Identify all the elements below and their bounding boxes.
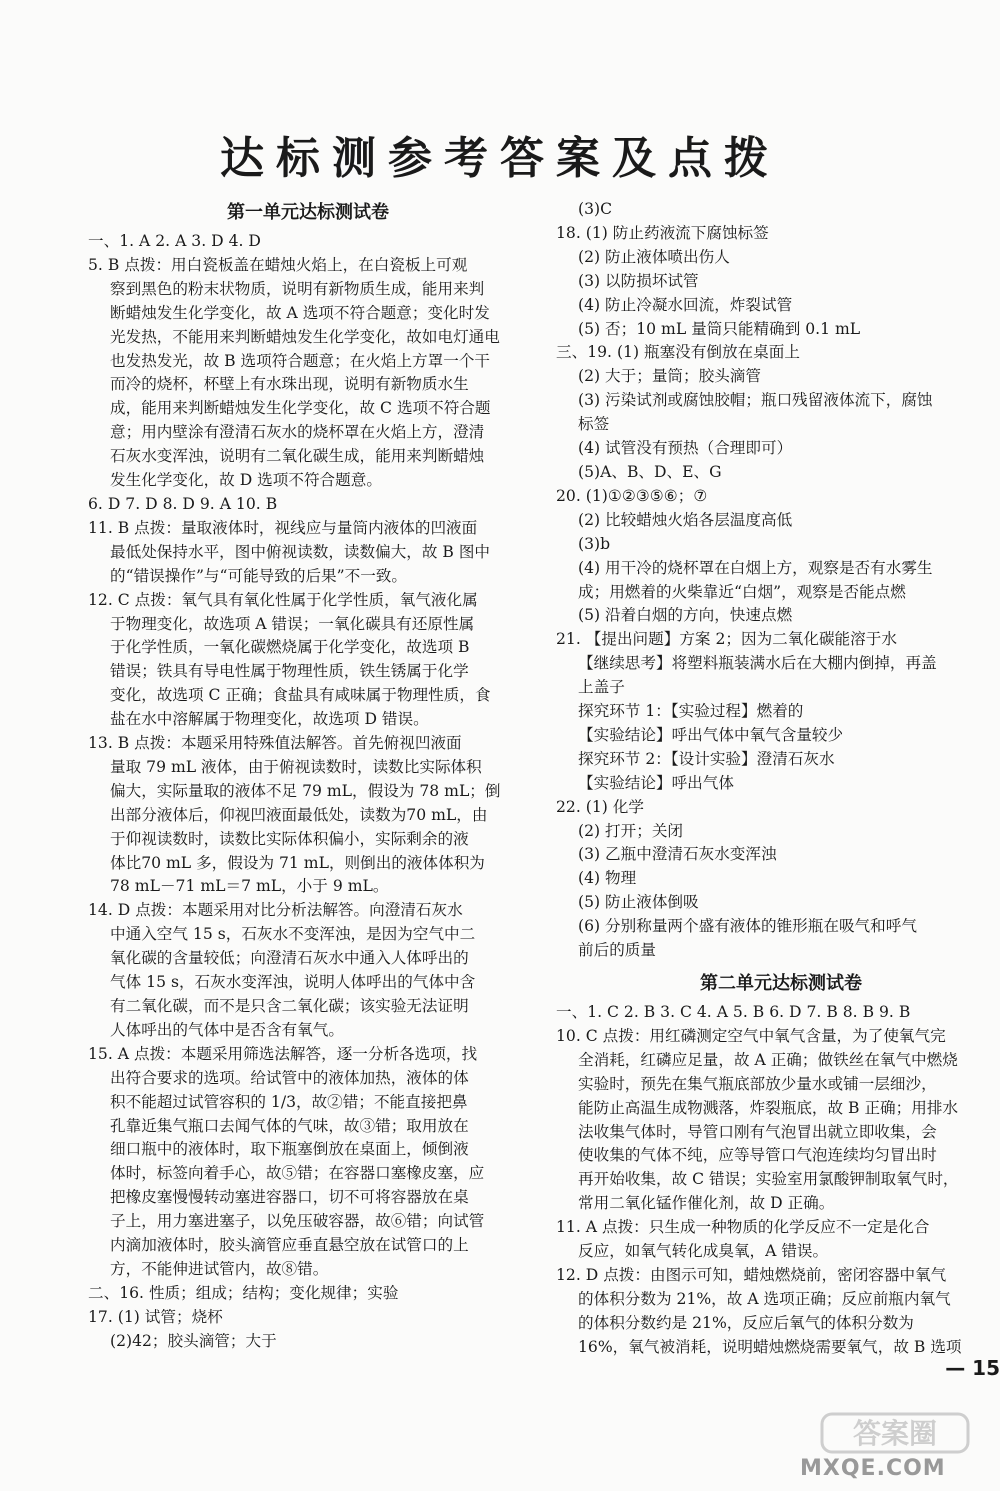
answer-line: 实验时，预先在集气瓶底部放少量水或铺一层细沙，: [578, 1074, 937, 1093]
answer-line: 的体积分数约是 21%，反应后氧气的体积分数为: [578, 1313, 914, 1332]
answer-line: 的体积分数为 21%，故 A 选项正确；反应前瓶内氧气: [578, 1289, 951, 1308]
answer-line: 前后的质量: [578, 941, 656, 960]
answer-line: 一、1. A 2. A 3. D 4. D: [88, 232, 261, 250]
answer-line: 11. A 点拨：只生成一种物质的化学反应不一定是化合: [556, 1218, 930, 1237]
answer-line: 有二氧化碳，而不是只含二氧化碳；该实验无法证明: [110, 997, 469, 1015]
answer-line: 的“错误操作”与“可能导致的后果”不一致。: [110, 566, 407, 585]
answer-line: 也发热发光，故 B 选项符合题意；在火焰上方罩一个干: [110, 351, 491, 370]
answer-line: 二、16. 性质；组成；结构；变化规律；实验: [88, 1283, 399, 1302]
answer-line: 于仰视读数时，读数比实际体积偏小，实际剩余的液: [110, 829, 469, 848]
answer-line: 12. C 点拨：氧气具有氧化性属于化学性质，氧气液化属: [88, 590, 478, 609]
answer-line: 探究环节 2：【设计实验】澄清石灰水: [578, 749, 835, 768]
answer-line: 错误；铁具有导电性属于物理性质，铁生锈属于化学: [110, 662, 469, 681]
answer-line: 量取 79 mL 液体，由于俯视读数时，读数比实际体积: [110, 757, 482, 776]
answer-line: 于物理变化，故选项 A 错误；一氧化碳具有还原性属: [110, 614, 475, 633]
answer-line: 氧化碳的含量较低；向澄清石灰水中通入人体呼出的: [110, 949, 469, 968]
section-title-unit-2: 第二单元达标测试卷: [700, 973, 862, 994]
answer-line: 成；用燃着的火柴靠近“白烟”，观察是否能点燃: [578, 582, 906, 601]
right-answer-lines-b: [556, 1001, 976, 1360]
answer-line: (4) 用干冷的烧杯罩在白烟上方，观察是否有水雾生: [578, 558, 933, 577]
answer-line: 出部分液体后，仰视凹液面最低处，读数为70 mL，由: [110, 805, 488, 824]
answer-line: 能防止高温生成物溅落，炸裂瓶底，故 B 正确；用排水: [578, 1098, 959, 1117]
answer-line: (3)C: [578, 200, 613, 218]
answer-line: 全消耗，红磷应足量，故 A 正确；做铁丝在氧气中燃烧: [578, 1050, 958, 1069]
answer-line: 意；用内壁涂有澄清石灰水的烧杯罩在火焰上方，澄清: [110, 423, 485, 442]
answer-line: 78 mL－71 mL＝7 mL，小于 9 mL。: [110, 877, 389, 896]
answer-line: 方，不能伸进试管内，故⑧错。: [110, 1259, 329, 1278]
answer-line: 体比70 mL 多，假设为 71 mL，则倒出的液体体积为: [110, 853, 485, 872]
answer-line: 最低处保持水平，图中俯视读数，读数偏大，故 B 图中: [110, 542, 491, 561]
answer-line: 于化学性质，一氧化碳燃烧属于化学变化，故选项 B: [110, 638, 470, 657]
answer-line: 上盖子: [578, 678, 625, 697]
answer-line: (3) 以防损坏试管: [578, 271, 699, 290]
answer-line: 内滴加液体时，胶头滴管应垂直悬空放在试管口的上: [110, 1236, 469, 1255]
answer-line: (3)b: [578, 534, 611, 553]
answer-line: 变化，故选项 C 正确；食盐具有咸味属于物理性质，食: [110, 686, 491, 705]
answer-line: 16%，氧气被消耗，说明蜡烛燃烧需要氧气，故 B 选项: [578, 1337, 962, 1356]
answer-line: 【继续思考】将塑料瓶装满水后在大棚内倒掉，再盖: [578, 654, 937, 673]
answer-line: 而冷的烧杯，杯壁上有水珠出现，说明有新物质水生: [110, 375, 469, 394]
answer-line: (5) 否；10 mL 量筒只能精确到 0.1 mL: [578, 319, 861, 338]
answer-line: 孔靠近集气瓶口去闻气体的气味，故③错；取用放在: [110, 1116, 469, 1135]
answer-line: 15. A 点拨：本题采用筛选法解答，逐一分析各选项，找: [88, 1044, 478, 1063]
answer-line: 断蜡烛发生化学变化，故 A 选项不符合题意；变化时发: [110, 303, 490, 322]
answer-line: 14. D 点拨：本题采用对比分析法解答。向澄清石灰水: [88, 901, 463, 920]
answer-line: 人体呼出的气体中是否含有氧气。: [110, 1020, 344, 1039]
answer-line: 13. B 点拨：本题采用特殊值法解答。首先俯视凹液面: [88, 734, 462, 753]
answer-line: 积不能超过试管容积的 1/3，故②错；不能直接把鼻: [110, 1092, 468, 1111]
left-column: [88, 198, 501, 1354]
answer-line: 察到黑色的粉末状物质，说明有新物质生成，能用来判: [110, 279, 485, 298]
answer-line: 中通入空气 15 s，石灰水不变浑浊，是因为空气中二: [110, 925, 476, 944]
answer-line: 11. B 点拨：量取液体时，视线应与量筒内液体的凹液面: [88, 518, 478, 537]
answer-line: 发生化学变化，故 D 选项不符合题意。: [110, 471, 382, 490]
answer-line: (3) 乙瓶中澄清石灰水变浑浊: [578, 845, 777, 864]
watermark-logo-text: 答案圈: [852, 1417, 938, 1450]
answer-line: 细口瓶中的液体时，取下瓶塞倒放在桌面上，倾倒液: [110, 1140, 469, 1159]
answer-line: (5) 沿着白烟的方向，快速点燃: [578, 606, 793, 625]
answer-line: 石灰水变浑浊，说明有二氧化碳生成，能用来判断蜡烛: [110, 447, 485, 466]
answer-line: 光发热，不能用来判断蜡烛发生化学变化，故如电灯通电: [110, 327, 500, 346]
answer-line: 【实验结论】呼出气体中氧气含量较少: [578, 725, 844, 744]
answer-line: 盐在水中溶解属于物理变化，故选项 D 错误。: [110, 710, 429, 729]
answer-line: 一、1. C 2. B 3. C 4. A 5. B 6. D 7. B 8. B 9. B: [556, 1003, 911, 1021]
right-column: [556, 198, 976, 1360]
answer-line: 成，能用来判断蜡烛发生化学变化，故 C 选项不符合题: [110, 399, 491, 418]
answer-line: (5)A、B、D、E、G: [578, 462, 722, 481]
watermark-site: MXQE.COM: [800, 1456, 946, 1481]
answer-line: 20. (1)①②③⑤⑥；⑦: [556, 486, 708, 505]
answer-line: 【实验结论】呼出气体: [578, 773, 734, 792]
answer-line: 21. 【提出问题】方案 2；因为二氧化碳能溶于水: [556, 630, 897, 649]
answer-line: (2) 比较蜡烛火焰各层温度高低: [578, 510, 793, 529]
answer-line: 体时，标签向着手心，故⑤错；在容器口塞橡皮塞，应: [110, 1164, 485, 1183]
right-answer-lines-a: [556, 198, 976, 963]
answer-line: (4) 物理: [578, 869, 637, 888]
answer-line: (4) 防止冷凝水回流，炸裂试管: [578, 295, 793, 314]
answer-line: 22. (1) 化学: [556, 797, 644, 816]
answer-line: 子上，用力塞进塞子，以免压破容器，故⑥错；向试管: [110, 1212, 485, 1231]
answer-line: 偏大，实际量取的液体不足 79 mL，假设为 78 mL；倒: [110, 781, 501, 800]
answer-line: (4) 试管没有预热（合理即可）: [578, 439, 793, 458]
answer-line: (5) 防止液体倒吸: [578, 893, 699, 912]
answer-line: 常用二氧化锰作催化剂，故 D 正确。: [578, 1194, 835, 1213]
answer-line: 6. D 7. D 8. D 9. A 10. B: [88, 494, 278, 513]
answer-line: 气体 15 s，石灰水变浑浊，说明人体呼出的气体中含: [110, 973, 476, 992]
answer-line: 反应，如氧气转化成臭氧，A 错误。: [578, 1242, 829, 1261]
answer-line: (2)42；胶头滴管；大于: [110, 1331, 277, 1350]
page-title: 达标测参考答案及点拨: [220, 133, 780, 184]
answer-line: 再开始收集，故 C 错误；实验室用氯酸钾制取氧气时，: [578, 1170, 959, 1189]
answer-line: 标签: [578, 415, 610, 434]
answer-line: (6) 分别称量两个盛有液体的锥形瓶在吸气和呼气: [578, 917, 917, 936]
answer-line: 法收集气体时，导管口刚有气泡冒出就立即收集，会: [578, 1122, 937, 1141]
answer-line: (2) 防止液体喷出伤人: [578, 247, 730, 266]
answer-line: (3) 污染试剂或腐蚀胶帽；瓶口残留液体流下，腐蚀: [578, 391, 933, 410]
section-title-unit-1: 第一单元达标测试卷: [227, 202, 389, 223]
watermark-logo-icon: [820, 1410, 970, 1455]
answer-line: (2) 大于；量筒；胶头滴管: [578, 367, 761, 386]
answer-line: 探究环节 1：【实验过程】燃着的: [578, 702, 804, 721]
answer-line: 10. C 点拨：用红磷测定空气中氧气含量，为了使氧气完: [556, 1026, 946, 1045]
answer-line: 三、19. (1) 瓶塞没有倒放在桌面上: [556, 343, 800, 362]
answer-line: 出符合要求的选项。给试管中的液体加热，液体的体: [110, 1068, 469, 1087]
answer-line: (2) 打开；关闭: [578, 821, 684, 840]
answer-line: 18. (1) 防止药液流下腐蚀标签: [556, 223, 769, 242]
answer-line: 5. B 点拨：用白瓷板盖在蜡烛火焰上，在白瓷板上可观: [88, 255, 468, 274]
answer-line: 12. D 点拨：由图示可知，蜡烛燃烧前，密闭容器中氧气: [556, 1265, 947, 1284]
answer-line: 使收集的气体不纯，应等导管口气泡连续均匀冒出时: [578, 1146, 937, 1165]
answer-line: 把橡皮塞慢慢转动塞进容器口，切不可将容器放在桌: [110, 1188, 469, 1207]
left-answer-lines: [88, 230, 501, 1354]
answer-line: 17. (1) 试管；烧杯: [88, 1307, 223, 1326]
page-number: — 15: [945, 1356, 1000, 1380]
